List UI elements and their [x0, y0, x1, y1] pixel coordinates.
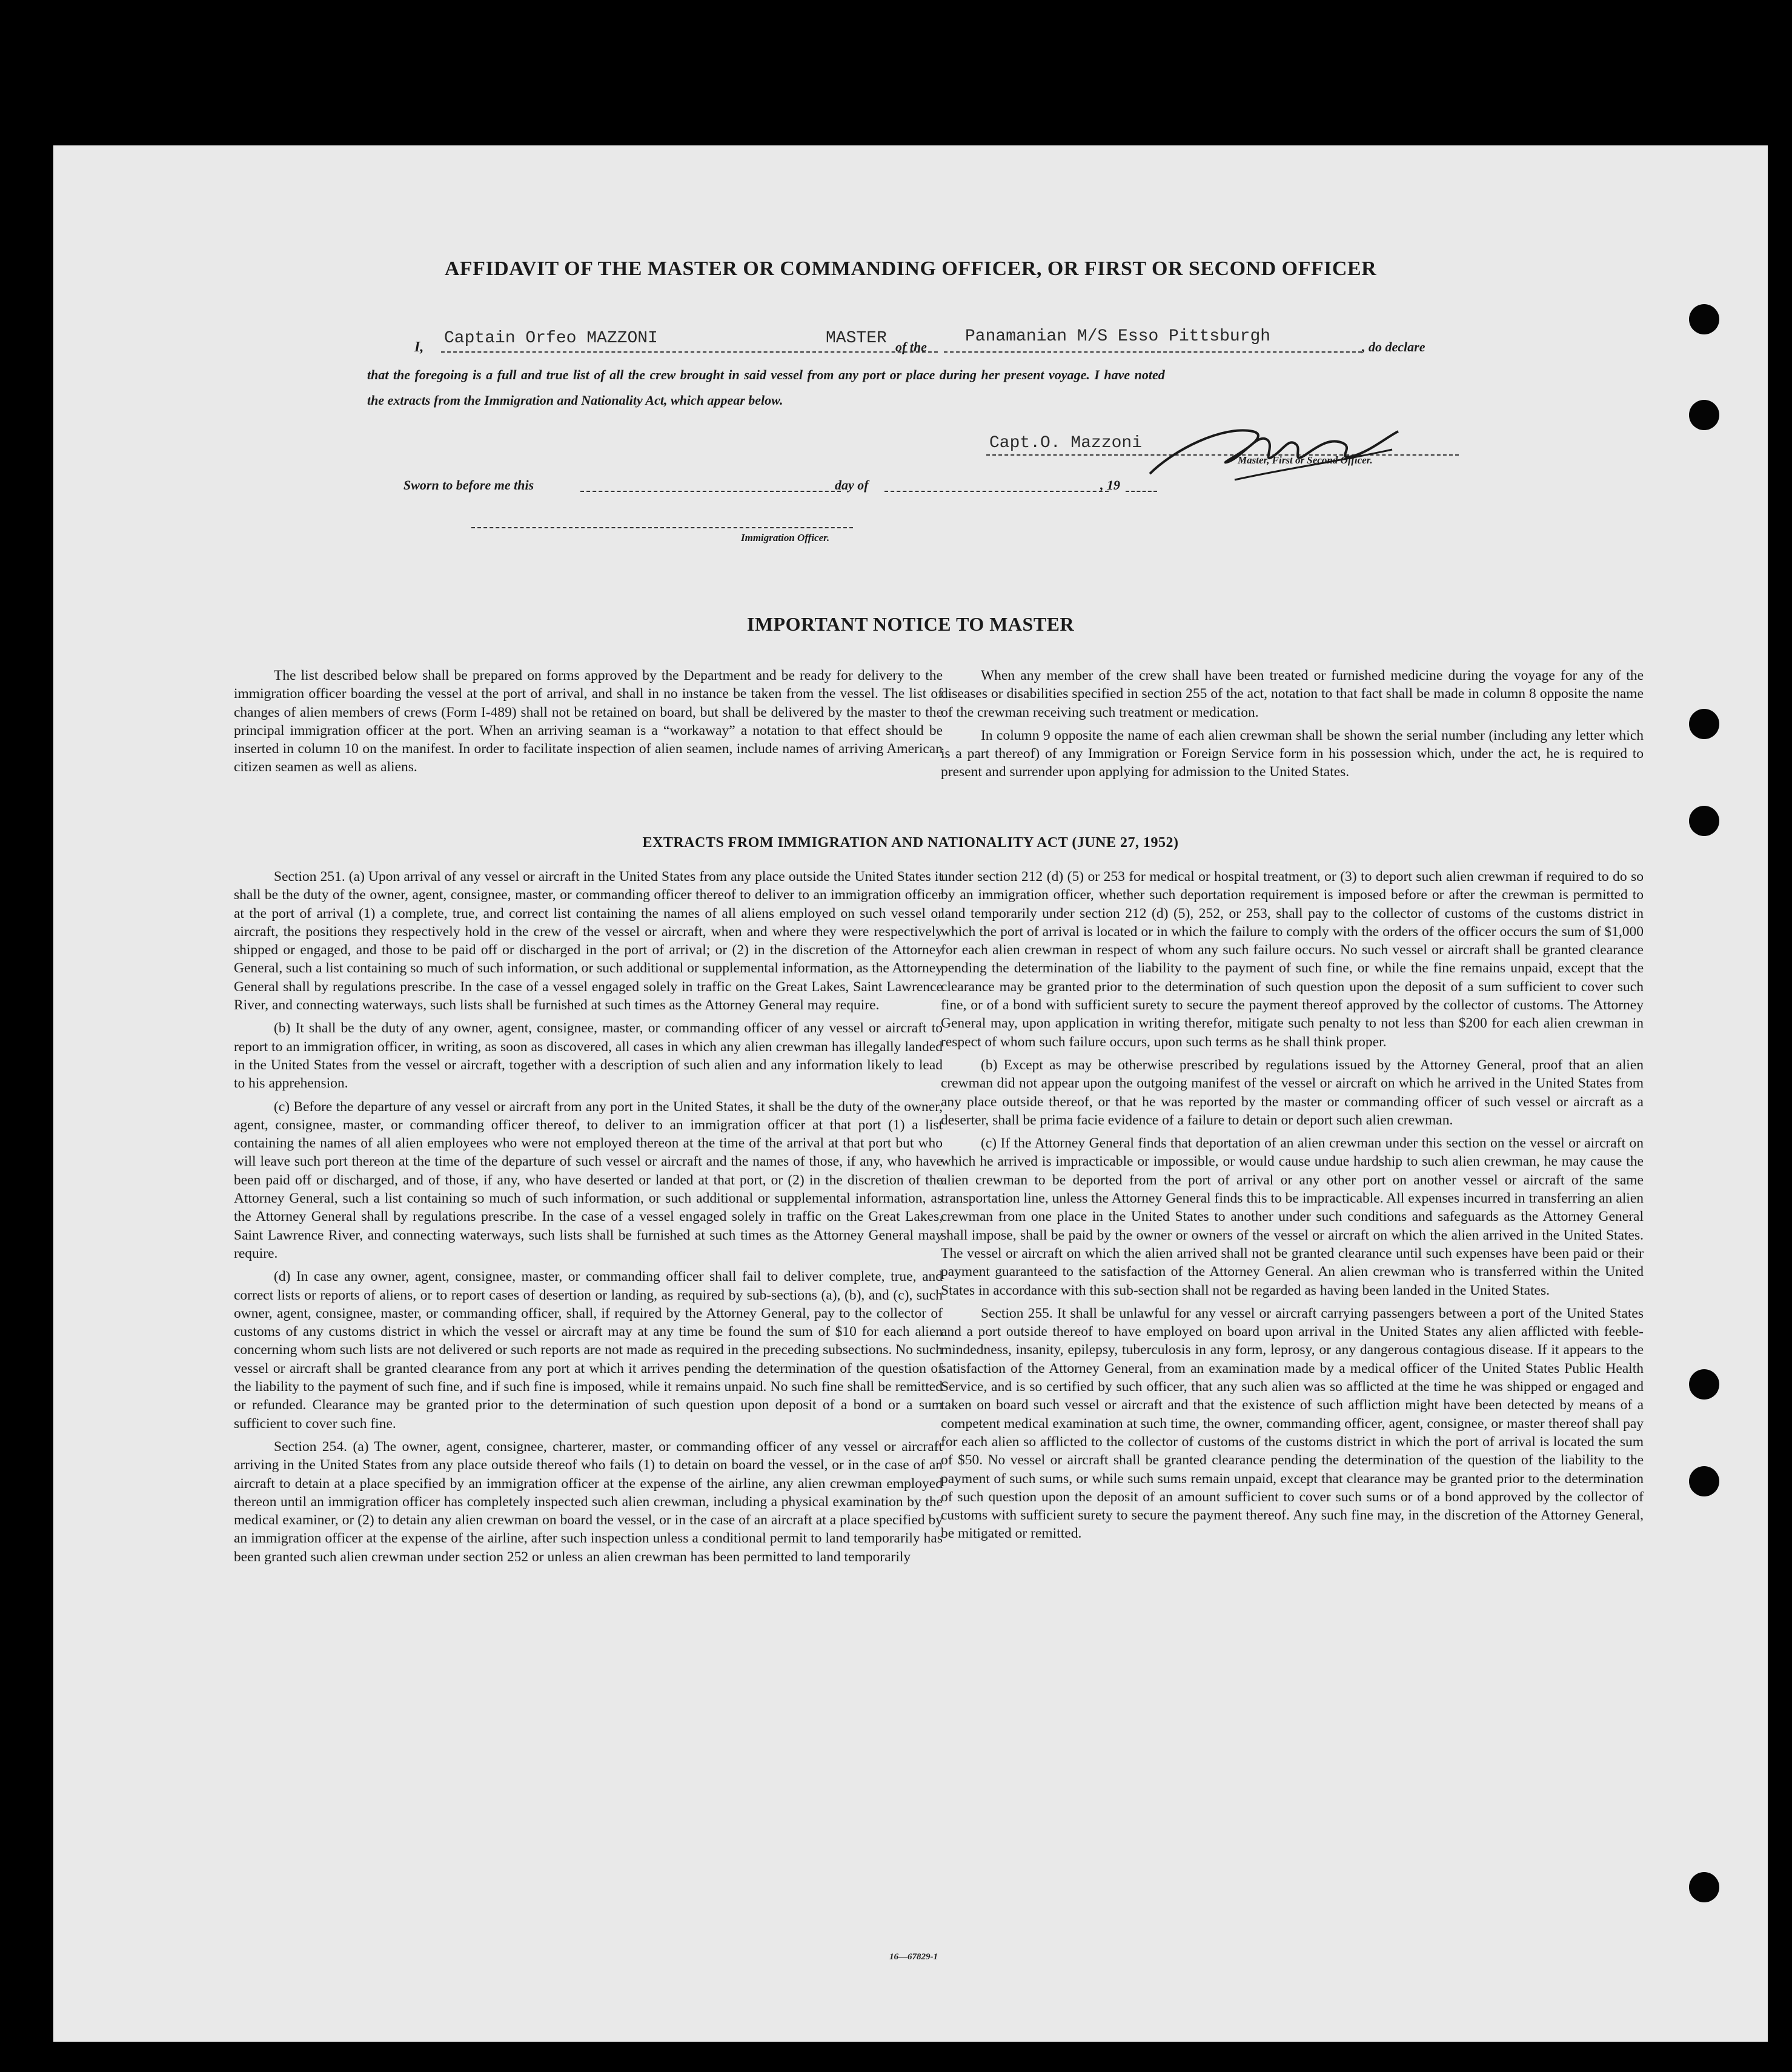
sworn-label: Sworn to before me this — [403, 477, 534, 493]
section-251-d: (d) In case any owner, agent, consignee, master, or commanding officer shall fail to deliver complete, true, and correct lists or reports of aliens, or to report cases of desertion or landing, as required by sub-sections (a), (b), and (c), such owner, agent, consignee, master, or commanding officer, shall, if required by the Attorney General, pay to the collector of customs of any customs district in which the vessel or aircraft may at any time be found the sum of $10 for each alien concerning whom such lists are not delivered or such reports are not made as required in the preceding subsections. No such vessel or aircraft shall be granted clearance from any port at which it arrives pending the determination of the question of the liability to the payment of such fine, and if such fine is imposed, while it remains unpaid. No such fine shall be remitted or refunded. Clearance may be granted prior to the determination of such question upon deposit of a bond or a sum sufficient to cover such fine. — [234, 1269, 943, 1432]
affidavit-title: AFFIDAVIT OF THE MASTER OR COMMANDING OFFICER, OR FIRST OR SECOND OFFICER — [444, 257, 1377, 280]
section-251-a: Section 251. (a) Upon arrival of any vessel or aircraft in the United States from any place outside the United States it shall be the duty of the owner, agent, consignee, master, or commanding officer thereof to deliver to an immigration officer at the port of arrival (1) a complete, true, and correct list containing the names of all aliens employed on such vessel or aircraft, the positions they respectively hold in the crew of the vessel or aircraft, when and where they were respectively shipped or engaged, and those to be paid off or discharged in the port of arrival; or (2) in the discretion of the Attorney General, such a list containing so much of such information, or such additional or supplemental information, as the Attorney General shall by regulations prescribe. In the case of a vessel engaged solely in traffic on the Great Lakes, Saint Lawrence River, and connecting waterways, such lists shall be furnished at such times as the Attorney General may require. — [234, 869, 943, 1014]
punch-hole — [1689, 1466, 1719, 1496]
rank-value: MASTER — [826, 329, 887, 348]
officer-caption: Immigration Officer. — [741, 532, 830, 543]
do-declare-label: , do declare — [1362, 339, 1425, 354]
notice-right — [941, 666, 1644, 786]
notice-right-paragraph-2: In column 9 opposite the name of each alien crewman shall be shown the serial number (including any letter which is a part thereof) of any Immigration or Foreign Service form in his possession which, under the act, he is required to present and surrender upon applying for admission to the United States. — [941, 727, 1644, 780]
punch-hole — [1689, 1369, 1719, 1400]
form-number: 16—67829-1 — [889, 1952, 938, 1962]
notice-left-paragraph: The list described below shall be prepared on forms approved by the Department and be ready for delivery to the immigration officer boarding the vessel at the port of arrival, and shall in no instance be taken from the vessel. The list of changes of alien members of crews (Form I-489) shall not be retained on board, but shall be delivered by the master to the principal immigration officer at the port. When an arriving seaman is a “workaway” a notation to that effect should be inserted in column 10 on the manifest. In order to facilitate inspection of alien seamen, include names of arriving American citizen seamen as well as aliens. — [234, 668, 943, 775]
section-251-b: (b) It shall be the duty of any owner, agent, consignee, master, or commanding officer of any vessel or aircraft to report to an immigration officer, in writing, as soon as discovered, all cases in which any alien crewman has illegally landed in the United States from the vessel or aircraft, together with a description of such alien and any information likely to lead to his apprehension. — [234, 1020, 943, 1092]
master-name: Captain Orfeo MAZZONI — [444, 329, 658, 348]
sworn-day-line — [580, 491, 841, 492]
signature-caption: Master, First or Second Officer. — [1238, 454, 1373, 466]
i-label: I, — [414, 339, 424, 355]
extracts-title: EXTRACTS FROM IMMIGRATION AND NATIONALITY ACT (JUNE 27, 1952) — [642, 835, 1179, 851]
signature-typed: Capt.O. Mazzoni — [989, 434, 1143, 453]
section-255: Section 255. It shall be unlawful for any vessel or aircraft carrying passengers between a port of the United States and a port outside thereof to have employed on board upon arrival in the United States any alien afflicted with feeble-mindedness, insanity, epilepsy, tuberculosis in any form, leprosy, or any dangerous contagious disease. If it appears to the satisfaction of the Attorney General, from an examination made by a medical officer of the United States Public Health Service, and is so certified by such officer, that any such alien was so afflicted at the time he was shipped or engaged and taken on board such vessel or aircraft and that the existence of such affliction might have been detected by means of a competent medical examination at such time, the owner, commanding officer, agent, consignee, or master thereof shall pay for each alien so afflicted to the collector of customs of the customs district in which the port of arrival is located the sum of $50. No vessel or aircraft shall be granted clearance pending the determination of the question of the liability to the payment of such sums, or while such sums remain unpaid, except that clearance may be granted prior to the determination of such question upon the deposit of an amount sufficient to cover such sums or of a bond approved by the collector of customs with sufficient surety to secure the payment thereof. Any such fine may, in the discretion of the Attorney General, be mitigated or remitted. — [941, 1305, 1644, 1542]
punch-hole — [1689, 806, 1719, 836]
punch-hole — [1689, 304, 1719, 334]
section-251-c: (c) Before the departure of any vessel or aircraft from any port in the United States, it shall be the duty of the owner, agent, consignee, master, or commanding officer thereof, to deliver to an immigration officer at that port (1) a list containing the names of all alien employees who were not employed thereon at the time of the arrival at that port but who will leave such port thereon at the time of the departure of such vessel or aircraft and the names of those, if any, who have been paid off or discharged, and of those, if any, who have deserted or landed at that port, or (2) in the discretion of the Attorney General, such a list containing so much of such information, or such additional or supplemental information, as the Attorney General shall by regulations prescribe. In the case of a vessel engaged solely in traffic on the Great Lakes, Saint Lawrence River, and connecting waterways, such lists shall be furnished at such times as the Attorney General may require. — [234, 1098, 943, 1261]
signature-image — [1138, 407, 1422, 486]
statement-line-2: the extracts from the Immigration and Nationality Act, which appear below. — [367, 393, 783, 408]
vessel-line — [944, 351, 1362, 353]
year-label: , 19 — [1100, 477, 1120, 493]
section-254-b: (b) Except as may be otherwise prescribed by regulations issued by the Attorney General, proof that an alien crewman did not appear upon the outgoing manifest of the vessel or aircraft on which he arrived in the United States from any place outside thereof, or that he was reported by the master or commanding officer of such vessel or aircraft as a deserter, shall be prima facie evidence of a failure to detain or deport such alien crewman. — [941, 1057, 1644, 1128]
document-page — [53, 145, 1768, 2042]
notice-right-paragraph-1: When any member of the crew shall have been treated or furnished medicine during the voyage for any of the diseases or disabilities specified in section 255 of the act, notation to that fact shall be made in column 8 opposite the name of the crewman receiving such treatment or medication. — [941, 668, 1644, 720]
vessel-name: Panamanian M/S Esso Pittsburgh — [965, 327, 1271, 346]
of-the-label: of the — [895, 339, 927, 354]
section-254-a-continued: under section 212 (d) (5) or 253 for medical or hospital treatment, or (3) to deport such alien crewman if required to do so by an immigration officer, whether such deportation requirement is imposed before or after the crewman is permitted to land temporarily under section 212 (d) (5), 252, or 253, shall pay to the collector of customs of the customs district in which the port of arrival is located or in which the failure to comply with the orders of the officer occurs the sum of $1,000 for each alien crewman in respect of whom any such failure occurs. No such vessel or aircraft shall be granted clearance pending the determination of the liability to the payment of such fine, or while the fine remains unpaid, except that the clearance may be granted prior to the determination of such question upon the deposit of a sum sufficient to cover such fine, or of a bond with sufficient surety to secure the payment thereof approved by the collector of customs. The Attorney General may, upon application in writing therefor, mitigate such penalty to not less than $200 for each alien crewman in respect of whom such failure occurs, upon such terms as he shall think proper. — [941, 869, 1644, 1050]
punch-hole — [1689, 400, 1719, 430]
notice-left — [234, 666, 943, 782]
section-254-c: (c) If the Attorney General finds that deportation of an alien crewman under this section on the vessel or aircraft on which he arrived is impracticable or impossible, or would cause undue hardship to such alien crewman, he may cause the alien crewman to be deported from the port of arrival or any other port on another vessel or aircraft of the same transportation line, unless the Attorney General finds this to be impracticable. All expenses incurred in transferring an alien crewman from one place in the United States to another under such conditions and safeguards as the Attorney General shall impose, shall be paid by the owner or owners of the vessel or aircraft on which the alien arrived in the United States. The vessel or aircraft on which the alien arrived shall not be granted clearance until such expenses have been paid or their payment guaranteed to the satisfaction of the Attorney General. An alien crewman who is transferred within the United States in accordance with this sub-section shall not be regarded as having been landed in the United States. — [941, 1135, 1644, 1298]
section-254-a: Section 254. (a) The owner, agent, consignee, charterer, master, or commanding officer of any vessel or aircraft arriving in the United States from any place outside thereof who fails (1) to detain on board the vessel, or in the case of an aircraft to detain at a place specified by an immigration officer at the expense of the airline, any alien crewman employed thereon until an immigration officer has completely inspected such alien crewman, including a physical examination by the medical examiner, or (2) to detain any alien crewman on board the vessel, or in the case of an aircraft at a place specified by an immigration officer at the expense of the airline, after such inspection unless a conditional permit to land temporarily has been granted such alien crewman under section 252 or unless an alien crewman has been permitted to land temporarily — [234, 1438, 943, 1565]
year-line — [1126, 491, 1157, 492]
punch-hole — [1689, 1872, 1719, 1902]
notice-title: IMPORTANT NOTICE TO MASTER — [746, 613, 1075, 635]
punch-hole — [1689, 709, 1719, 739]
extracts-right-column — [941, 868, 1644, 1548]
officer-signature-line — [471, 527, 853, 528]
sworn-month-line — [884, 491, 1109, 492]
extracts-left-column — [234, 868, 943, 1571]
name-line — [441, 351, 938, 353]
statement-line-1: that the foregoing is a full and true list of all the crew brought in said vessel from any port or place during her present voyage. I have noted — [367, 367, 1165, 382]
day-of-label: day of — [835, 477, 869, 493]
